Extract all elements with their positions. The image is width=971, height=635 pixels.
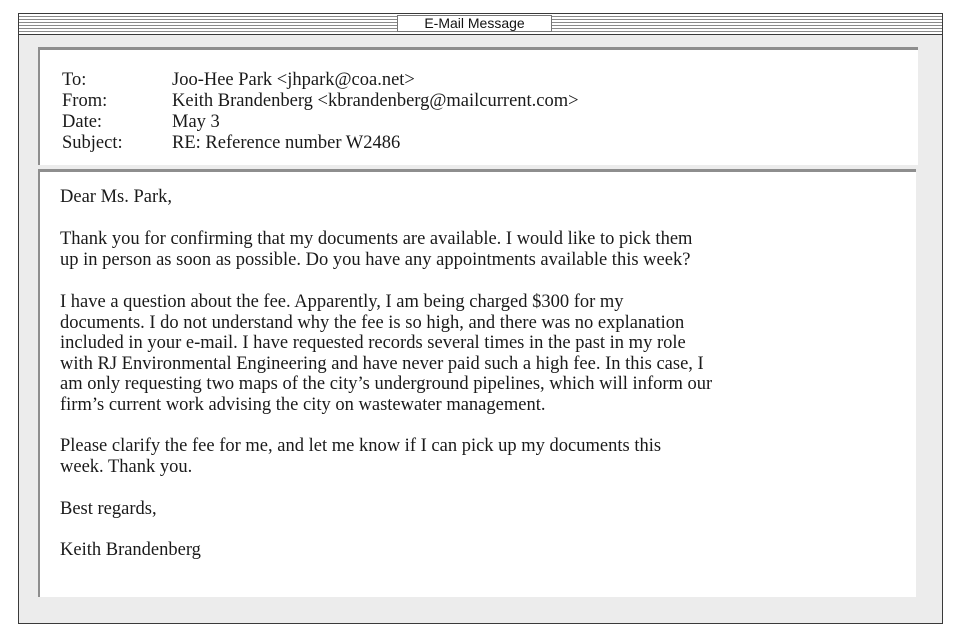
subject-label: Subject:: [62, 133, 123, 153]
to-value: Joo-Hee Park <jhpark@coa.net>: [172, 70, 415, 90]
email-window: [18, 13, 943, 624]
from-label: From:: [62, 91, 108, 111]
body-line: am only requesting two maps of the city’s underground pipelines, which will inform our: [60, 374, 713, 394]
email-header: [38, 47, 918, 165]
title-bar: [19, 14, 942, 35]
signature: Keith Brandenberg: [60, 540, 201, 560]
body-line: documents. I do not understand why the fee is so high, and there was no explanation: [60, 312, 685, 333]
body-line: Please clarify the fee for me, and let me know if I can pick up my documents this: [60, 436, 662, 456]
date-label: Date:: [62, 112, 103, 132]
date-row: [62, 112, 220, 133]
body-line: Thank you for confirming that my documents are available. I would like to pick them: [60, 229, 693, 249]
subject-row: [62, 133, 400, 154]
greeting: Dear Ms. Park,: [60, 187, 173, 207]
to-row: [62, 70, 415, 91]
to-label: To:: [62, 70, 87, 90]
body-line: included in your e-mail. I have requested records several times in the past in my role: [60, 333, 686, 353]
email-body: [38, 169, 916, 597]
from-value: Keith Brandenberg <kbrandenberg@mailcurrent.com>: [172, 91, 579, 111]
body-line: with RJ Environmental Engineering and have never paid such a high fee. In this case, I: [60, 353, 704, 374]
date-value: May 3: [172, 112, 220, 132]
body-line: week. Thank you.: [60, 456, 193, 477]
window-title: E-Mail Message: [397, 15, 552, 32]
body-line: firm’s current work advising the city on wastewater management.: [60, 394, 546, 415]
closing: Best regards,: [60, 499, 157, 519]
from-row: [62, 91, 579, 112]
body-line: I have a question about the fee. Apparently, I am being charged $300 for my: [60, 292, 624, 312]
body-line: up in person as soon as possible. Do you have any appointments available this week?: [60, 249, 691, 270]
subject-value: RE: Reference number W2486: [172, 133, 401, 153]
